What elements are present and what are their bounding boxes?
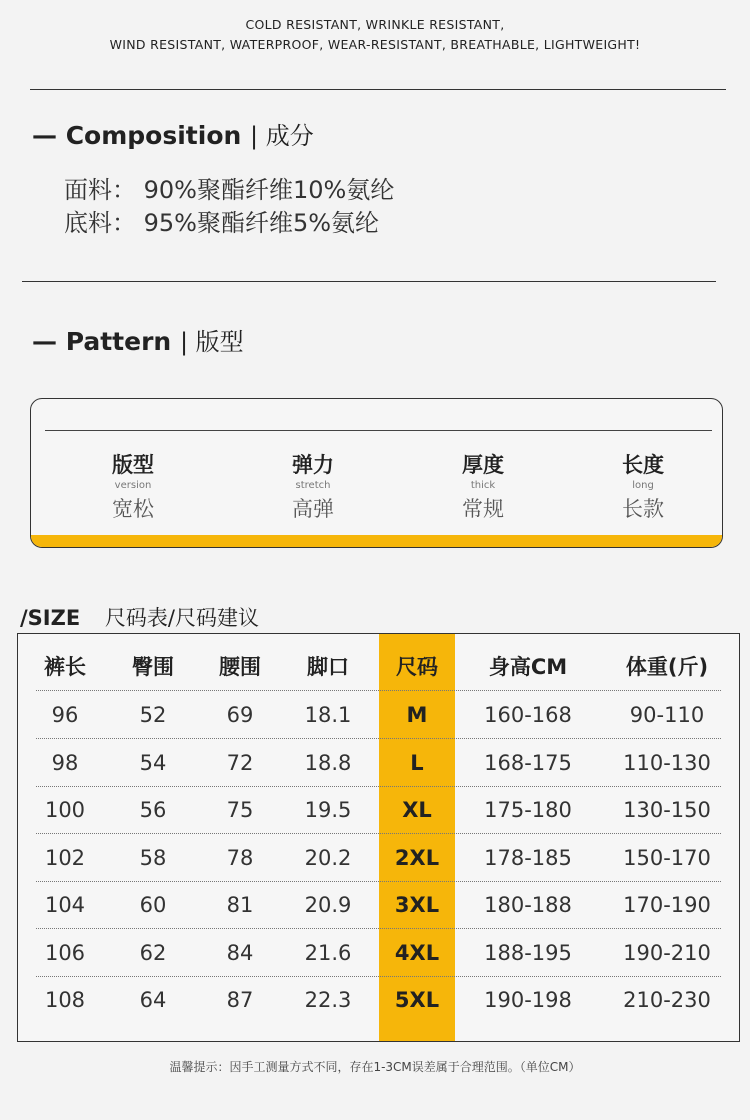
attribute-subtitle: long [632,480,654,491]
measurement-note: 温馨提示：因手工测量方式不同，存在1-3CM误差属于合理范围。（单位CM） [169,1060,581,1074]
table-row [18,739,739,787]
size-chart-title-en: /SIZE [20,606,81,630]
cell-size: 3XL [394,893,440,917]
cell-size: L [410,751,424,775]
composition-title-cn: | 成分 [250,122,314,150]
size-chart-title [20,602,259,632]
cell-leg-opening: 21.6 [304,941,352,965]
attribute-version [73,449,193,523]
header-waist: 腰围 [219,655,261,679]
cell-size: M [406,703,428,727]
cell-waist: 72 [226,751,254,775]
cell-height: 178-185 [484,846,572,870]
cell-size: 4XL [394,941,440,965]
cell-hip: 60 [139,893,167,917]
cell-pants-length: 106 [44,941,86,965]
cell-height: 180-188 [484,893,572,917]
table-row [18,929,739,977]
divider-top [30,89,726,90]
attribute-value: 常规 [462,497,504,521]
features-line-1: COLD RESISTANT, WRINKLE RESISTANT, [245,17,505,32]
table-row [18,881,739,929]
cell-weight: 150-170 [623,846,711,870]
cell-height: 168-175 [484,751,572,775]
header-hip: 臀围 [132,655,174,679]
cell-leg-opening: 18.8 [304,751,352,775]
header-leg-opening: 脚口 [307,655,349,679]
cell-weight: 190-210 [623,941,711,965]
header-pants-length: 裤长 [44,655,86,679]
cell-waist: 69 [226,703,254,727]
cell-hip: 62 [139,941,167,965]
cell-hip: 52 [139,703,167,727]
header-weight: 体重(斤) [625,655,709,679]
header-height: 身高CM [488,655,568,679]
header-size: 尺码 [396,655,438,679]
cell-height: 190-198 [484,988,572,1012]
lining-composition: 底料： 95%聚酯纤维5%氨纶 [64,209,380,237]
composition-title [32,116,314,151]
cell-hip: 56 [139,798,167,822]
size-chart-table [17,633,740,1042]
table-row [18,691,739,739]
attribute-value: 高弹 [292,497,334,521]
attribute-subtitle: thick [470,480,496,491]
cell-pants-length: 104 [44,893,86,917]
composition-title-en: — Composition [32,121,242,150]
features-line-2: WIND RESISTANT, WATERPROOF, WEAR-RESISTANT, BREATHABLE, LIGHTWEIGHT! [109,37,641,52]
attribute-stretch [253,449,373,523]
fabric-composition: 面料： 90%聚酯纤维10%氨纶 [64,176,395,204]
cell-size: XL [402,798,432,822]
card-accent-bar [31,535,722,547]
pattern-attributes-card [30,398,723,548]
cell-pants-length: 108 [44,988,86,1012]
cell-size: 2XL [394,846,440,870]
size-chart-title-cn: 尺码表/尺码建议 [104,606,259,630]
attribute-subtitle: version [114,480,152,491]
attribute-value: 长款 [622,497,664,521]
pattern-title [32,322,244,357]
cell-leg-opening: 22.3 [304,988,352,1012]
cell-leg-opening: 19.5 [304,798,352,822]
attribute-title: 版型 [112,453,154,477]
cell-pants-length: 98 [51,751,79,775]
pattern-title-cn: | 版型 [179,328,244,356]
pattern-title-en: — Pattern [32,327,172,356]
cell-hip: 54 [139,751,167,775]
cell-weight: 130-150 [623,798,711,822]
cell-height: 160-168 [484,703,572,727]
cell-weight: 170-190 [623,893,711,917]
table-row [18,976,739,1024]
cell-hip: 58 [139,846,167,870]
attribute-title: 弹力 [292,453,334,477]
cell-waist: 75 [226,798,254,822]
cell-height: 188-195 [484,941,572,965]
cell-size: 5XL [394,988,440,1012]
table-header-row [18,643,739,691]
attribute-length [583,449,703,523]
attribute-title: 厚度 [462,453,504,477]
card-divider [45,430,712,431]
table-row [18,834,739,882]
cell-weight: 90-110 [629,703,705,727]
cell-waist: 78 [226,846,254,870]
cell-waist: 81 [226,893,254,917]
attribute-value: 宽松 [112,497,154,521]
cell-waist: 87 [226,988,254,1012]
cell-leg-opening: 20.2 [304,846,352,870]
cell-pants-length: 96 [51,703,79,727]
cell-leg-opening: 18.1 [304,703,352,727]
cell-pants-length: 102 [44,846,86,870]
cell-weight: 110-130 [623,751,711,775]
cell-hip: 64 [139,988,167,1012]
attribute-subtitle: stretch [295,480,331,491]
table-row [18,786,739,834]
cell-pants-length: 100 [44,798,86,822]
divider-middle [22,281,716,282]
cell-waist: 84 [226,941,254,965]
cell-leg-opening: 20.9 [304,893,352,917]
attribute-title: 长度 [622,453,664,477]
attribute-thickness [423,449,543,523]
cell-weight: 210-230 [623,988,711,1012]
cell-height: 175-180 [484,798,572,822]
